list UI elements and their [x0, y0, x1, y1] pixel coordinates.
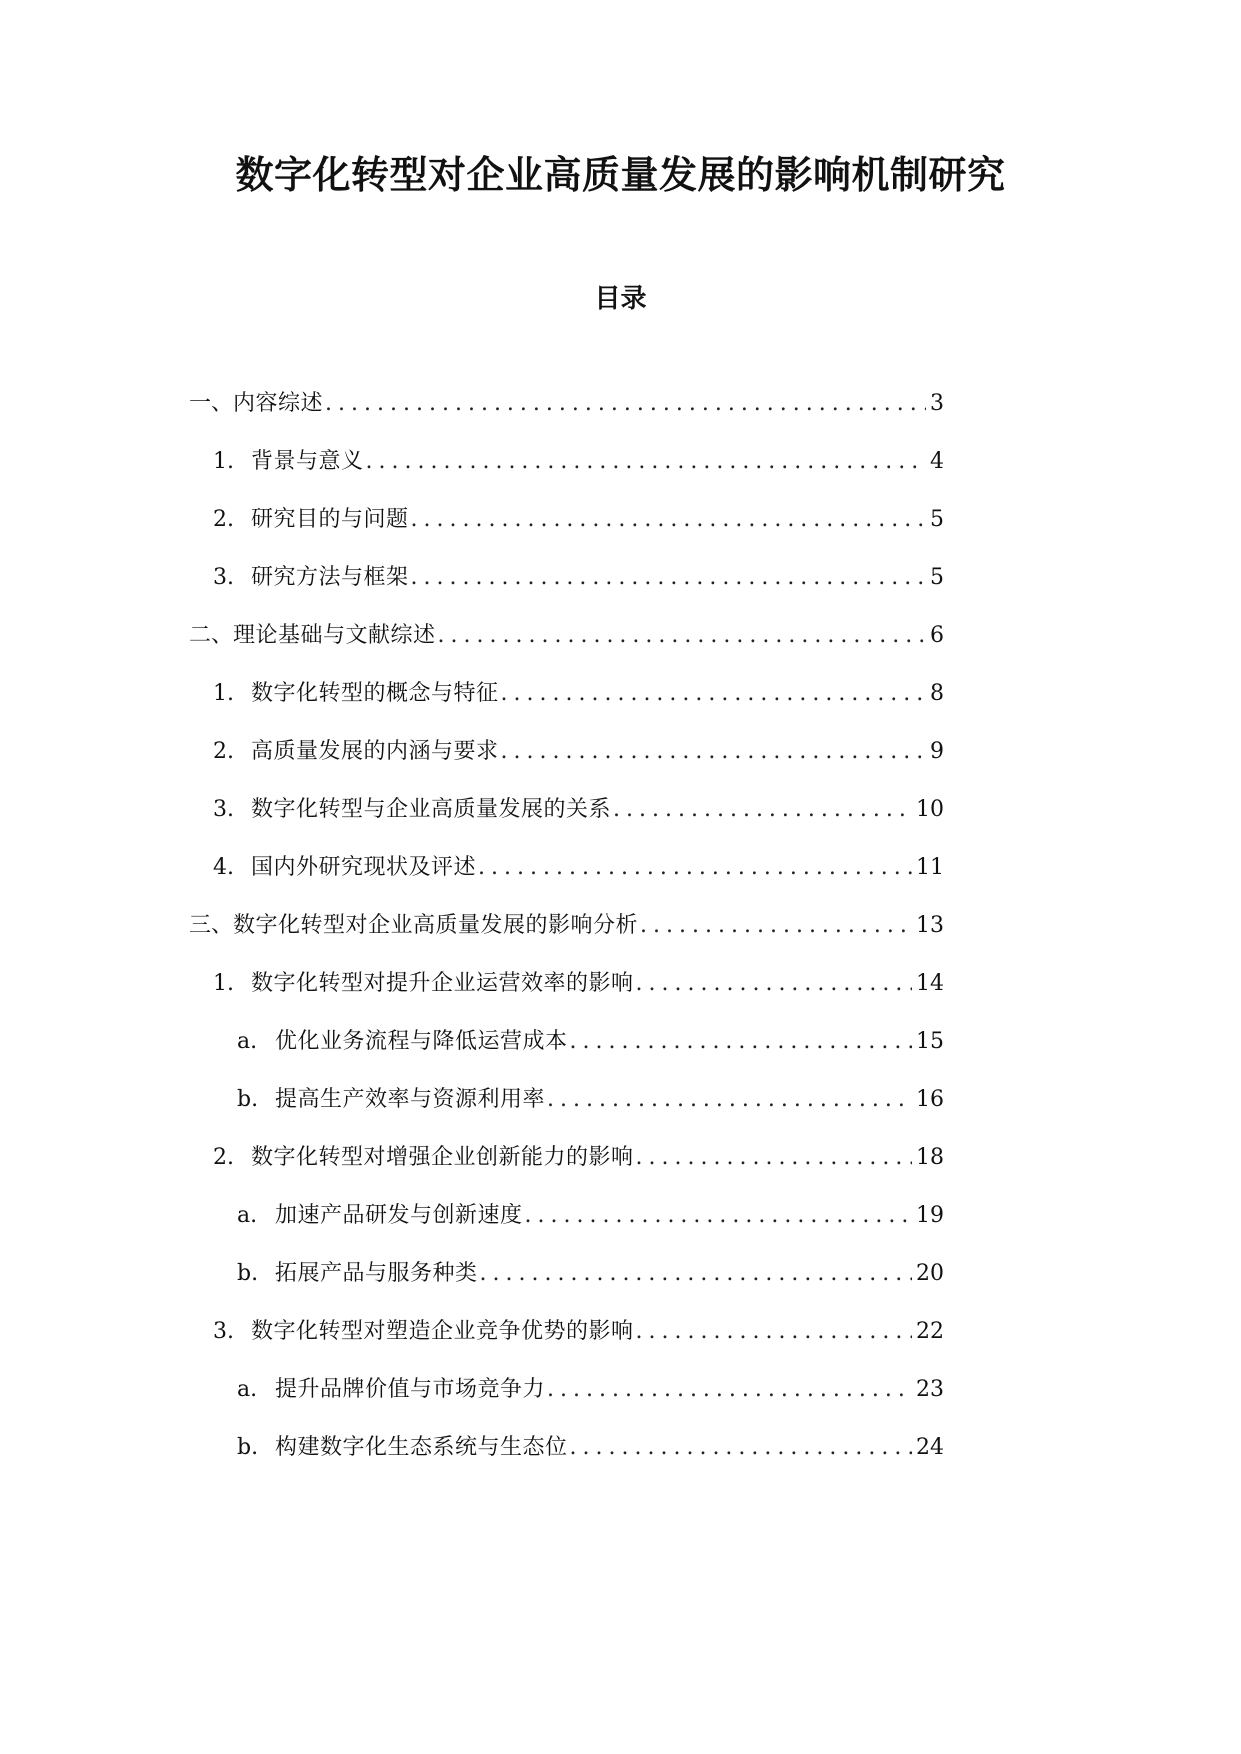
toc-dot-leader — [501, 674, 926, 714]
toc-entry-number: a. — [237, 1203, 258, 1228]
toc-dot-leader — [636, 964, 912, 1004]
toc-entry-number: 2. — [213, 507, 234, 532]
toc-entry[interactable] — [213, 500, 944, 540]
toc-entry[interactable] — [189, 384, 944, 424]
toc-entry-page-number: 8 — [930, 681, 944, 706]
toc-entry-label: 提升品牌价值与市场竞争力 — [275, 1377, 546, 1402]
toc-entry[interactable] — [213, 964, 944, 1004]
toc-entry-label: 数字化转型对提升企业运营效率的影响 — [251, 971, 634, 996]
toc-entry-number: 3. — [213, 565, 234, 590]
toc-dot-leader — [478, 848, 912, 888]
toc-entry-number: b. — [237, 1087, 259, 1112]
toc-entry-page-number: 5 — [930, 565, 944, 590]
document-title: 数字化转型对企业高质量发展的影响机制研究 — [235, 152, 1006, 197]
toc-entry[interactable] — [213, 790, 944, 830]
toc-entry-number: a. — [237, 1029, 258, 1054]
toc-entry[interactable] — [213, 674, 944, 714]
toc-entry-number: b. — [237, 1435, 259, 1460]
toc-dot-leader — [547, 1080, 912, 1120]
toc-dot-leader — [411, 558, 926, 598]
toc-entry-number: 3. — [213, 797, 234, 822]
toc-entry-label: 高质量发展的内涵与要求 — [251, 739, 499, 764]
toc-entry-page-number: 23 — [916, 1377, 944, 1402]
toc-entry-page-number: 14 — [916, 971, 944, 996]
toc-entry-number: 4. — [213, 855, 234, 880]
toc-entry[interactable] — [213, 1312, 944, 1352]
toc-entry-page-number: 9 — [930, 739, 944, 764]
toc-entry-number: 3. — [213, 1319, 234, 1344]
toc-entry-page-number: 6 — [930, 623, 944, 648]
toc-dot-leader — [636, 1138, 912, 1178]
toc-entry-label: 数字化转型的概念与特征 — [251, 681, 499, 706]
toc-dot-leader — [525, 1196, 912, 1236]
toc-dot-leader — [438, 616, 926, 656]
toc-entry[interactable] — [213, 848, 944, 888]
toc-entry-page-number: 22 — [916, 1319, 944, 1344]
toc-dot-leader — [480, 1254, 912, 1294]
toc-entry-page-number: 11 — [916, 855, 944, 880]
toc-entry[interactable] — [213, 732, 944, 772]
toc-entry-number: 2. — [213, 1145, 234, 1170]
toc-entry-page-number: 10 — [916, 797, 944, 822]
toc-entry-label: 内容综述 — [233, 391, 324, 416]
toc-dot-leader — [640, 906, 912, 946]
toc-entry-page-number: 18 — [916, 1145, 944, 1170]
toc-dot-leader — [570, 1022, 912, 1062]
toc-entry-label: 数字化转型对增强企业创新能力的影响 — [251, 1145, 634, 1170]
toc-dot-leader — [366, 442, 926, 482]
toc-dot-leader — [547, 1370, 912, 1410]
toc-entry-number: 一、 — [189, 391, 234, 416]
toc-entry-label: 提高生产效率与资源利用率 — [275, 1087, 546, 1112]
toc-entry-page-number: 13 — [916, 913, 944, 938]
toc-entry-label: 数字化转型对塑造企业竞争优势的影响 — [251, 1319, 634, 1344]
toc-entry-number: 1. — [213, 449, 234, 474]
toc-entry-page-number: 20 — [916, 1261, 944, 1286]
toc-entry[interactable] — [189, 906, 944, 946]
toc-entry[interactable] — [237, 1196, 944, 1236]
toc-entry-number: a. — [237, 1377, 258, 1402]
toc-entry-label: 构建数字化生态系统与生态位 — [275, 1435, 568, 1460]
toc-entry-page-number: 15 — [916, 1029, 944, 1054]
toc-entry[interactable] — [237, 1428, 944, 1468]
toc-entry-number: b. — [237, 1261, 259, 1286]
toc-dot-leader — [411, 500, 926, 540]
toc-entry-label: 数字化转型与企业高质量发展的关系 — [251, 797, 612, 822]
toc-entry-label: 优化业务流程与降低运营成本 — [275, 1029, 568, 1054]
toc-entry[interactable] — [237, 1254, 944, 1294]
toc-entry-number: 2. — [213, 739, 234, 764]
toc-entry-label: 背景与意义 — [251, 449, 364, 474]
toc-entry-label: 理论基础与文献综述 — [233, 623, 436, 648]
toc-entry[interactable] — [237, 1080, 944, 1120]
toc-entry[interactable] — [237, 1022, 944, 1062]
toc-entry-page-number: 4 — [930, 449, 944, 474]
toc-dot-leader — [501, 732, 926, 772]
toc-entry[interactable] — [189, 616, 944, 656]
toc-entry-label: 拓展产品与服务种类 — [275, 1261, 478, 1286]
toc-entry-number: 三、 — [189, 913, 234, 938]
toc-dot-leader — [636, 1312, 912, 1352]
toc-entry-label: 研究目的与问题 — [251, 507, 409, 532]
toc-dot-leader — [570, 1428, 912, 1468]
toc-entry-page-number: 16 — [916, 1087, 944, 1112]
toc-entry-page-number: 24 — [916, 1435, 944, 1460]
toc-entry-page-number: 3 — [930, 391, 944, 416]
toc-heading: 目录 — [594, 284, 647, 314]
toc-entry[interactable] — [213, 1138, 944, 1178]
toc-entry-page-number: 19 — [916, 1203, 944, 1228]
toc-dot-leader — [325, 384, 926, 424]
toc-entry-label: 加速产品研发与创新速度 — [275, 1203, 523, 1228]
toc-entry-label: 国内外研究现状及评述 — [251, 855, 477, 880]
toc-entry-number: 1. — [213, 681, 234, 706]
toc-entry-page-number: 5 — [930, 507, 944, 532]
toc-entry[interactable] — [213, 558, 944, 598]
toc-dot-leader — [613, 790, 912, 830]
toc-entry-label: 数字化转型对企业高质量发展的影响分析 — [233, 913, 639, 938]
toc-entry-number: 1. — [213, 971, 234, 996]
toc-entry[interactable] — [237, 1370, 944, 1410]
toc-entry[interactable] — [213, 442, 944, 482]
toc-entry-label: 研究方法与框架 — [251, 565, 409, 590]
toc-entry-number: 二、 — [189, 623, 234, 648]
